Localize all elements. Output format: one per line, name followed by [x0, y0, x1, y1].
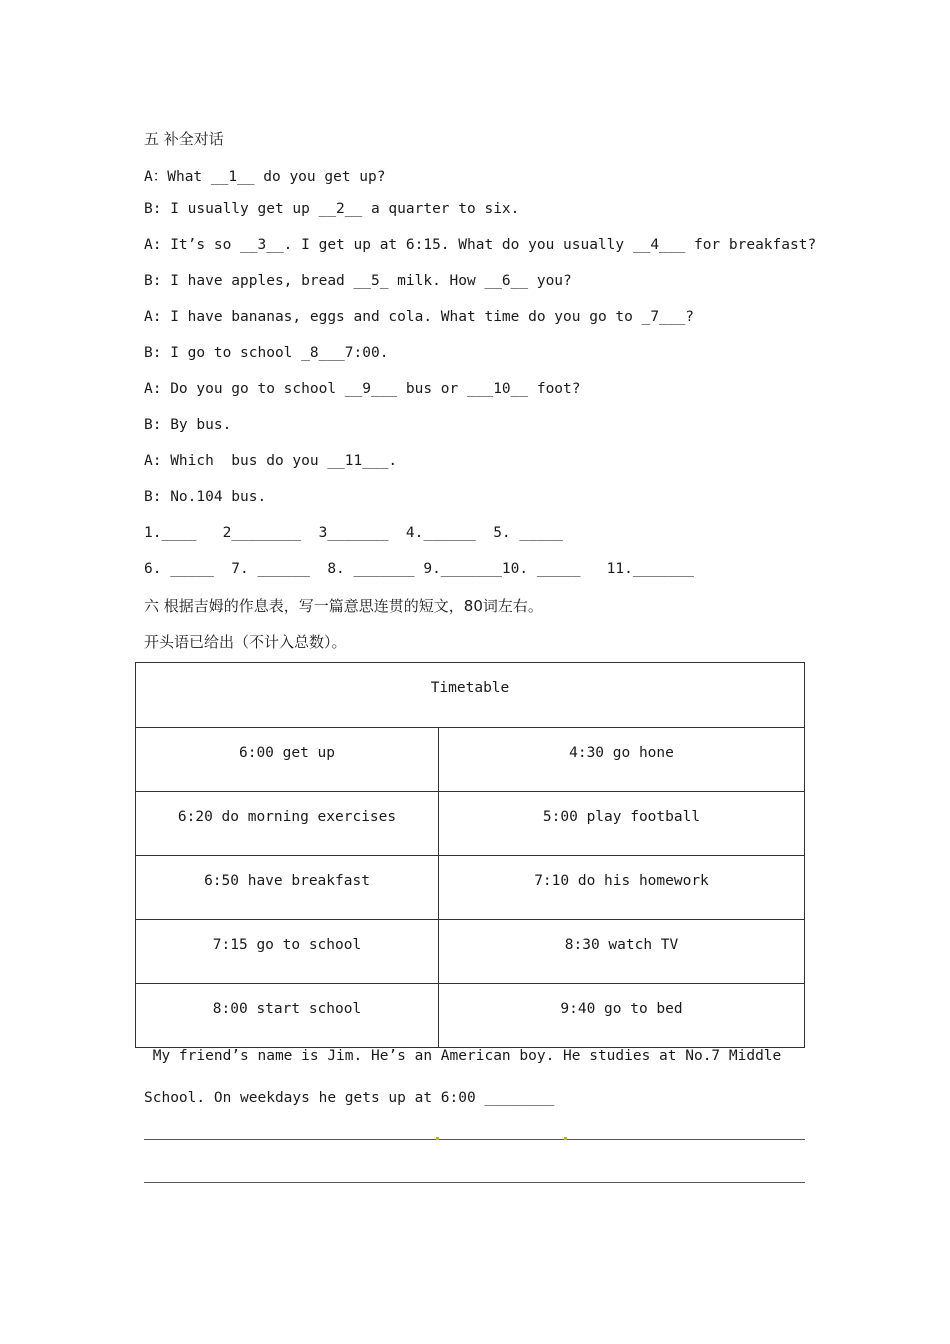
writing-line[interactable] — [144, 1139, 805, 1140]
answer-blanks-row-1[interactable]: 1.____ 2________ 3_______ 4.______ 5. _____ — [144, 525, 564, 541]
timetable-cell: 4:30 go hone — [439, 728, 805, 792]
timetable-cell: 6:20 do morning exercises — [136, 792, 439, 856]
dialogue-line: B: I usually get up __2__ a quarter to six. — [144, 201, 520, 217]
dialogue-line: A: Which bus do you __11___. — [144, 453, 398, 469]
section-5-heading: 五 补全对话 — [144, 130, 224, 148]
timetable-cell: 5:00 play football — [439, 792, 805, 856]
essay-intro-line-2[interactable]: School. On weekdays he gets up at 6:00 ________ — [144, 1090, 555, 1106]
writing-line[interactable] — [144, 1182, 805, 1183]
section-6-instruction: 六 根据吉姆的作息表，写一篇意思连贯的短文，80词左右。 — [144, 597, 543, 615]
dialogue-line: B: No.104 bus. — [144, 489, 267, 505]
table-row — [136, 920, 805, 984]
answer-blanks-row-2[interactable]: 6. _____ 7. ______ 8. _______ 9._______10. _____ 11._______ — [144, 561, 694, 577]
timetable-cell: 8:00 start school — [136, 984, 439, 1048]
dialogue-line: A: I have bananas, eggs and cola. What time do you go to _7___? — [144, 309, 694, 325]
dialogue-line: A: It’s so __3__. I get up at 6:15. What do you usually __4___ for breakfast? — [144, 237, 817, 253]
essay-intro-line-1: My friend’s name is Jim. He’s an American boy. He studies at No.7 Middle — [144, 1048, 782, 1064]
timetable-cell: 7:15 go to school — [136, 920, 439, 984]
timetable — [135, 662, 805, 1048]
dialogue-line: A: Do you go to school __9___ bus or ___10__ foot? — [144, 381, 581, 397]
timetable-cell: 9:40 go to bed — [439, 984, 805, 1048]
table-row — [136, 856, 805, 920]
timetable-cell: 7:10 do his homework — [439, 856, 805, 920]
timetable-cell: 6:00 get up — [136, 728, 439, 792]
timetable-cell: 8:30 watch TV — [439, 920, 805, 984]
dialogue-line: A：What __1__ do you get up? — [144, 169, 386, 185]
table-row — [136, 728, 805, 792]
scan-speck — [436, 1137, 439, 1140]
dialogue-line: B: I go to school _8___7:00. — [144, 345, 389, 361]
timetable-title: Timetable — [136, 663, 805, 728]
scan-speck — [564, 1137, 567, 1140]
table-row — [136, 792, 805, 856]
timetable-cell: 6:50 have breakfast — [136, 856, 439, 920]
section-6-note: 开头语已给出（不计入总数）。 — [144, 633, 347, 651]
table-row — [136, 984, 805, 1048]
dialogue-line: B: By bus. — [144, 417, 232, 433]
dialogue-line: B: I have apples, bread __5_ milk. How __6__ you? — [144, 273, 572, 289]
